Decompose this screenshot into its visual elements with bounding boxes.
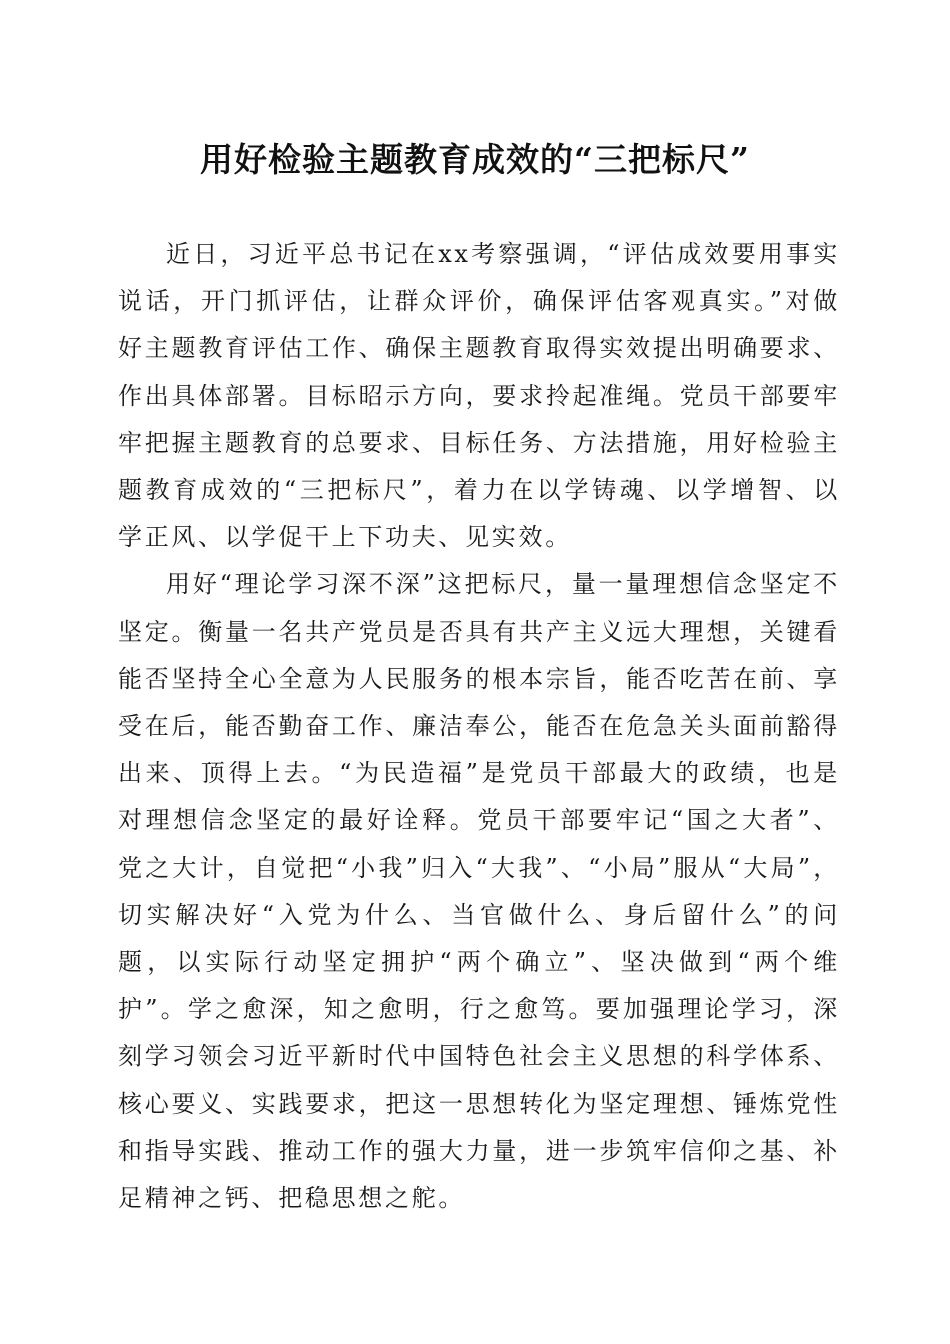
document-title: 用好检验主题教育成效的“三把标尺” — [200, 140, 750, 179]
body-paragraph-2: 用好“理论学习深不深”这把标尺，量一量理想信念坚定不坚定。衡量一名共产党员是否具有共产主义远大理想，关键看能否坚持全心全意为人民服务的根本宗旨，能否吃苦在前、享受在后，能否勤奋工作、廉洁奉公，能否在危急关头面前豁得出来、顶得上去。“为民造福”是党员干部最大的政绩，也是对理想信念坚定的最好诠释。党员干部要牢记“国之大者”、党之大计，自觉把“小我”归入“大我”、“小局”服从“大局”，切实解决好“入党为什么、当官做什么、身后留什么”的问题，以实际行动坚定拥护“两个确立”、坚决做到“两个维护”。学之愈深，知之愈明，行之愈笃。要加强理论学习，深刻学习领会习近平新时代中国特色社会主义思想的科学体系、核心要义、实践要求，把这一思想转化为坚定理想、锤炼党性和指导实践、推动工作的强大力量，进一步筑牢信仰之基、补足精神之钙、把稳思想之舵。 — [118, 570, 840, 1213]
body-paragraph-1: 近日，习近平总书记在xx考察强调，“评估成效要用事实说话，开门抓评估，让群众评价，确保评估客观真实。”对做好主题教育评估工作、确保主题教育取得实效提出明确要求、作出具体部署。目标昭示方向，要求拎起准绳。党员干部要牢牢把握主题教育的总要求、目标任务、方法措施，用好检验主题教育成效的“三把标尺”，着力在以学铸魂、以学增智、以学正风、以学促干上下功夫、见实效。 — [118, 240, 840, 552]
document-body — [118, 231, 840, 1222]
